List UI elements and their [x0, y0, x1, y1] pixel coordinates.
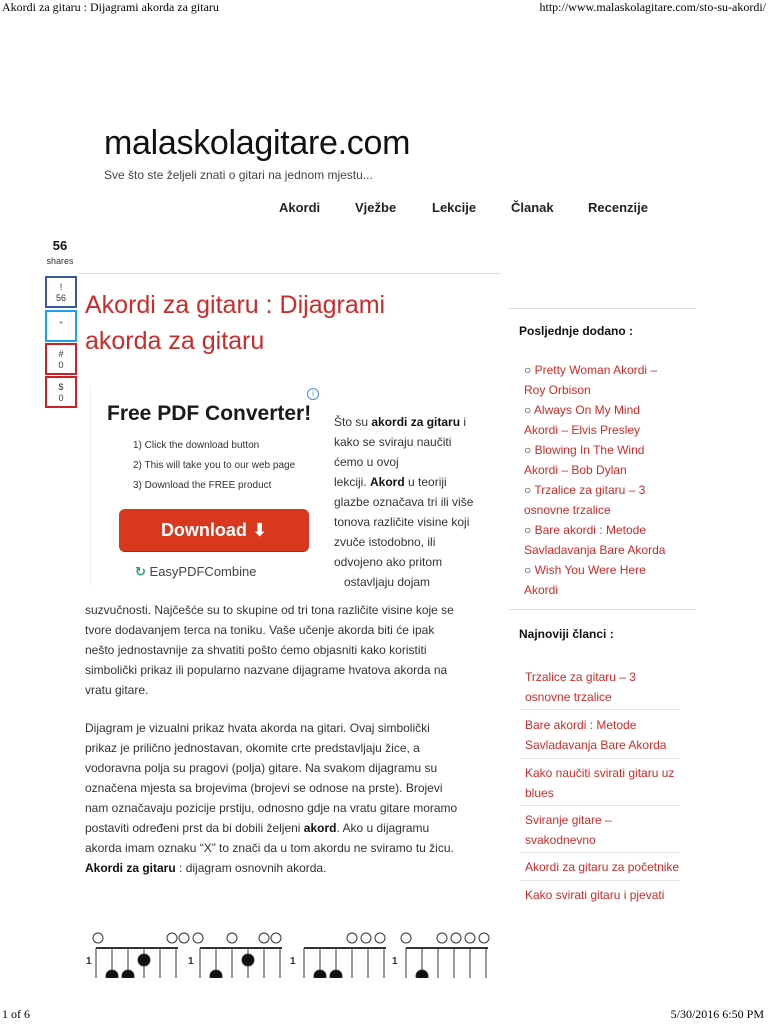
text-line: postaviti određeni prst da bi dobili željeni akord. Ako u dijagramu: [85, 821, 430, 835]
intro-bold: akordi za gitaru: [371, 415, 461, 429]
bullet-icon: ○: [524, 563, 535, 577]
nav-lekcije[interactable]: Lekcije: [432, 200, 477, 215]
sidebar-latest-label: Savladavanja Bare Akorda: [525, 738, 667, 752]
content-divider: [79, 273, 501, 274]
intro-line: ćemo u ovoj: [334, 455, 399, 469]
sidebar-recent-heading: Posljednje dodano :: [519, 324, 634, 338]
chord-diagram: [93, 933, 189, 978]
chord-fret-label: 1: [392, 956, 398, 967]
sidebar-recent-label: Pretty Woman Akordi –: [534, 363, 658, 377]
ad-download-button[interactable]: [119, 509, 309, 551]
text-line: nam označavaju pozicije prstiju, odnosno gdje na vratu gitare moramo: [85, 801, 458, 815]
sidebar-recent-label: Trzalice za gitaru – 3: [534, 483, 646, 497]
sidebar-latest-item[interactable]: [525, 715, 685, 755]
text-line: vratu gitare.: [85, 683, 149, 697]
text-line: označena mjesta sa brojevima (brojevi se odnose na prste). Brojevi: [85, 781, 443, 795]
sidebar-latest-label: Akordi za gitaru za početnike: [525, 860, 680, 874]
intro-line: kako se sviraju naučiti: [334, 435, 452, 449]
article-paragraph-2: [85, 718, 495, 878]
sidebar-latest-label: Trzalice za gitaru – 3: [525, 670, 636, 684]
bullet-icon: ○: [524, 403, 534, 417]
sidebar-recent-item[interactable]: [524, 560, 694, 600]
pinterest-icon: #: [58, 349, 64, 359]
sidebar-recent-item[interactable]: [524, 440, 694, 480]
share-count: 56: [52, 238, 68, 253]
download-arrow-icon: ⬇: [251, 520, 268, 540]
intro-line: Što su akordi za gitaru i: [334, 415, 467, 429]
nav-recenzije[interactable]: Recenzije: [588, 200, 648, 215]
ad-info-icon[interactable]: i: [307, 388, 319, 400]
chord-diagram: [401, 933, 489, 978]
pinterest-share-count: 0: [58, 360, 64, 370]
intro-line: tonova različite visine koji: [334, 515, 470, 529]
article-intro: [334, 412, 504, 592]
facebook-icon: !: [59, 282, 63, 292]
print-footer-date: 5/30/2016 6:50 PM: [670, 1007, 764, 1021]
text-line: vodoravna polja su pragovi (polja) gitare. Na svakom dijagramu su: [85, 761, 438, 775]
sidebar-latest-label: blues: [525, 786, 554, 800]
text-line: simbolički prikaz ili popularno nazvane dijagrame hvatova akorda na: [85, 663, 448, 677]
sidebar-latest-label: Kako naučiti svirati gitaru uz: [525, 766, 675, 780]
sidebar-recent-item[interactable]: [524, 360, 694, 400]
sidebar-recent-label: Akordi: [524, 583, 559, 597]
sidebar-recent-label: Bare akordi : Metode: [534, 523, 646, 537]
print-header-title: Akordi za gitaru : Dijagrami akorda za gitaru: [2, 0, 219, 14]
sidebar-recent-label: Always On My Mind: [533, 403, 640, 417]
nav-clanak[interactable]: Članak: [511, 200, 554, 215]
facebook-share-count: 56: [55, 293, 66, 303]
sidebar-latest-label: Sviranje gitare –: [525, 813, 612, 827]
print-header-url: http://www.malaskolagitare.com/sto-su-akordi/: [539, 0, 766, 14]
text-line: suzvučnosti. Najčešće su to skupine od tri tona različite visine koje se: [85, 603, 454, 617]
site-tagline: Sve što ste željeli znati o gitari na jednom mjestu...: [104, 168, 373, 182]
sidebar-latest-item[interactable]: [525, 810, 685, 850]
text-line: prikaz je prilično jednostavan, okomite crte predstavljaju žice, a: [85, 741, 420, 755]
twitter-share-button[interactable]: [45, 310, 77, 342]
intro-bold: Akord: [370, 475, 405, 489]
sidebar-latest-item[interactable]: [525, 667, 685, 707]
bullet-icon: ○: [524, 443, 535, 457]
intro-line: zvuče istodobno, ili: [334, 535, 436, 549]
sidebar-latest-label: Bare akordi : Metode: [525, 718, 637, 732]
ad-step: 3) Download the FREE product: [133, 480, 272, 491]
sidebar-recent-label: Blowing In The Wind: [534, 443, 645, 457]
sidebar-latest-item[interactable]: [525, 763, 685, 803]
intro-line: ostavljaju dojam: [344, 575, 431, 589]
sidebar-recent-label: Savladavanja Bare Akorda: [524, 543, 666, 557]
sidebar-latest-separator: [520, 709, 680, 710]
sidebar-latest-heading: Najnoviji članci :: [519, 627, 614, 641]
nav-akordi[interactable]: Akordi: [279, 200, 321, 215]
intro-line: glazbe označava tri ili više: [334, 495, 474, 509]
sidebar-recent-label: Roy Orbison: [524, 383, 591, 397]
ad-step: 2) This will take you to our web page: [133, 460, 296, 471]
para3-text: : dijagram osnovnih akorda.: [175, 861, 327, 875]
bullet-icon: ○: [524, 523, 535, 537]
sidebar-recent-item[interactable]: [524, 480, 694, 520]
text-line: nešto jednostavnije za shvatiti pošto ćemo objasniti kako koristiti: [85, 643, 427, 657]
sidebar-latest-label: svakodnevno: [525, 833, 596, 847]
chord-fret-label: 1: [290, 956, 296, 967]
sidebar-recent-label: Wish You Were Here: [534, 563, 646, 577]
sidebar-latest-item[interactable]: [525, 885, 685, 905]
sidebar-recent-list: [524, 360, 694, 600]
text-line: akorda imam oznaku “X” to znači da u tom akordu ne sviramo tu žicu.: [85, 841, 454, 855]
post-title: Akordi za gitaru : Dijagrami akorda za gitaru: [85, 291, 386, 355]
ad-step: 1) Click the download button: [133, 440, 260, 451]
share-label: shares: [46, 256, 74, 266]
sidebar-recent-item[interactable]: [524, 520, 694, 560]
sidebar-recent-label: osnovne trzalice: [524, 503, 611, 517]
chord-diagrams: [84, 928, 496, 978]
chord-fret-label: 1: [86, 956, 92, 967]
ad-brand-label: EasyPDFCombine: [149, 564, 257, 579]
sidebar-recent-label: Akordi – Elvis Presley: [524, 423, 641, 437]
ad-download-label: Download: [160, 520, 247, 540]
twitter-icon: ": [59, 320, 63, 330]
sidebar-latest-label: osnovne trzalice: [525, 690, 612, 704]
sidebar-latest-separator: [520, 758, 680, 759]
text-line: Dijagram je vizualni prikaz hvata akorda na gitari. Ovaj simbolički: [85, 721, 430, 735]
other-share-count: 0: [58, 393, 64, 403]
other-share-button[interactable]: [45, 376, 77, 408]
ad-brand: [135, 564, 256, 580]
nav-vjezbe[interactable]: Vježbe: [355, 200, 397, 215]
sidebar-latest-label: Kako svirati gitaru i pjevati: [525, 888, 665, 902]
ad-title: Free PDF Converter!: [107, 402, 312, 425]
chord-diagram: [304, 933, 386, 978]
akordi-bold: Akordi za gitaru: [85, 861, 176, 875]
chord-fret-label: 1: [188, 956, 194, 967]
text-line: [85, 858, 495, 878]
chord-diagram: [193, 933, 282, 978]
intro-line: lekciji. Akord u teoriji: [334, 475, 447, 489]
site-title[interactable]: malaskolagitare.com: [104, 124, 411, 162]
text-line: tvore dodavanjem terca na toniku. Vaše učenje akorda biti će ipak: [85, 623, 435, 637]
sidebar-latest-item[interactable]: [525, 857, 690, 877]
article-paragraph-1: [85, 600, 495, 700]
sidebar-recent-label: Akordi – Bob Dylan: [524, 463, 627, 477]
print-footer-page: 1 of 6: [2, 1007, 30, 1021]
pinterest-share-button[interactable]: [45, 343, 77, 375]
intro-line: odvojeno ako pritom: [334, 555, 443, 569]
sidebar-divider: [509, 609, 696, 610]
sidebar-latest-separator: [520, 805, 680, 806]
easypdf-logo-icon: ↻: [135, 564, 146, 579]
bullet-icon: ○: [524, 483, 535, 497]
ad-banner[interactable]: [90, 386, 322, 586]
sidebar-latest-separator: [520, 852, 680, 853]
akord-bold: akord: [303, 821, 337, 835]
sidebar-latest-separator: [520, 880, 680, 881]
sidebar-recent-item[interactable]: [524, 400, 694, 440]
facebook-share-button[interactable]: [45, 276, 77, 308]
share-icon: $: [58, 382, 64, 392]
sidebar-divider-top: [509, 308, 696, 309]
bullet-icon: ○: [524, 363, 535, 377]
